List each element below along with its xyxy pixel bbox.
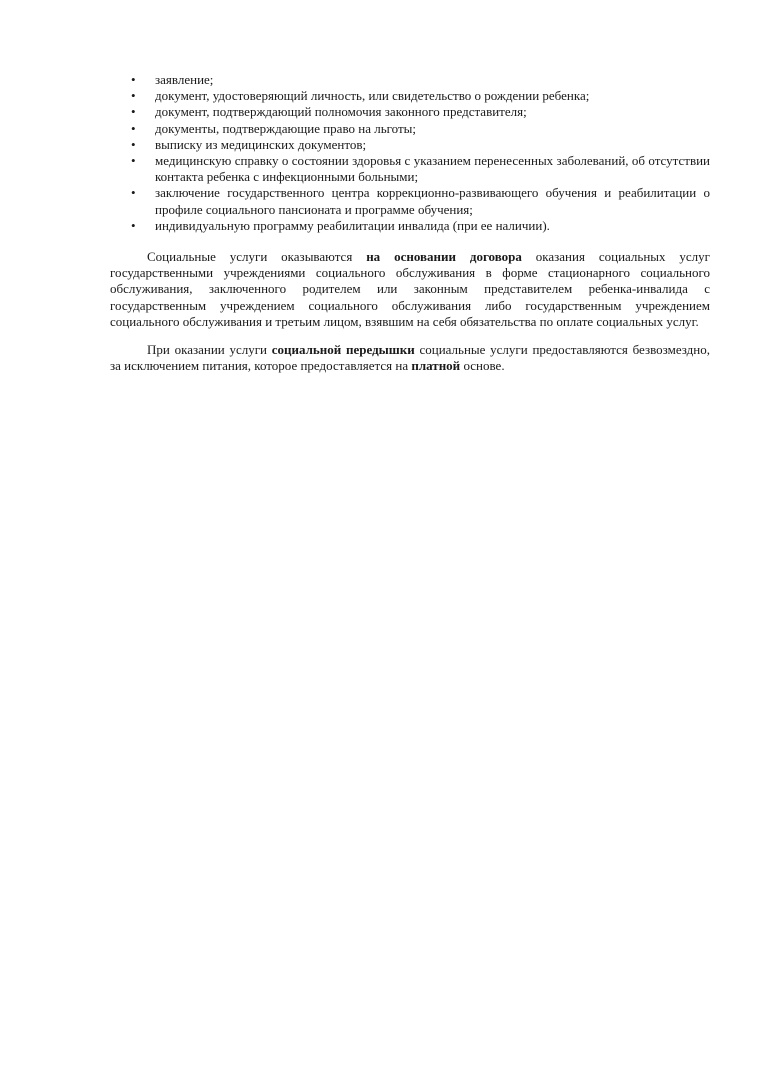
- paragraph-text: основе.: [460, 358, 505, 374]
- list-item-text: документ, подтверждающий полномочия законного представителя;: [155, 104, 527, 120]
- list-item: [110, 218, 710, 234]
- paragraph-text: При оказании услуги: [147, 342, 272, 358]
- emphasis-contract-basis: на основании договора: [366, 249, 522, 265]
- bullet-icon: •: [131, 217, 136, 233]
- bullet-icon: •: [131, 72, 136, 87]
- bullet-icon: •: [131, 104, 136, 120]
- bullet-icon: •: [131, 136, 136, 152]
- paragraph-text: Социальные услуги оказываются: [147, 249, 367, 265]
- bullet-icon: •: [131, 88, 136, 104]
- bullet-icon: •: [131, 153, 136, 169]
- list-item-text: заключение государственного центра коррекционно-развивающего обучения и реабилитации о профиле социального пансионата и программе обучения;: [155, 185, 710, 217]
- list-item-text: документ, удостоверяющий личность, или свидетельство о рождении ребенка;: [155, 88, 590, 104]
- list-item: [110, 72, 710, 88]
- list-item: [110, 104, 710, 120]
- respite-paragraph: [110, 342, 710, 374]
- list-item: [110, 153, 710, 185]
- list-item-text: индивидуальную программу реабилитации инвалида (при ее наличии).: [155, 217, 550, 233]
- document-body: [110, 72, 710, 374]
- list-item: [110, 121, 710, 137]
- list-item-text: заявление;: [155, 72, 214, 87]
- required-documents-list: [110, 72, 710, 234]
- emphasis-paid: платной: [411, 358, 461, 374]
- paragraph-text: социальные услуги предоставляются безвозмездно, за исключением питания, которое предоставляется на: [110, 342, 710, 374]
- emphasis-respite-care: социальной передышки: [271, 342, 415, 358]
- list-item: [110, 185, 710, 217]
- contract-paragraph: [110, 249, 710, 330]
- list-item-text: документы, подтверждающие право на льготы;: [155, 120, 417, 136]
- list-item: [110, 137, 710, 153]
- list-item-text: выписку из медицинских документов;: [155, 136, 367, 152]
- bullet-icon: •: [131, 120, 136, 136]
- list-item: [110, 88, 710, 104]
- list-item-text: медицинскую справку о состоянии здоровья с указанием перенесенных заболеваний, об отсутствии контакта ребенка с инфекционными больными;: [155, 153, 710, 185]
- bullet-icon: •: [131, 185, 136, 201]
- paragraph-text: оказания социальных услуг государственными учреждениями социального обслуживания в форме стационарного социального обслуживания, заключенного родителем или законным представителем ребенка-инвалида с государственным учреждением социального обслуживания либо государственным учреждением социального обслуживания и третьим лицом, взявшим на себя обязательства по оплате социальных услуг.: [110, 249, 710, 329]
